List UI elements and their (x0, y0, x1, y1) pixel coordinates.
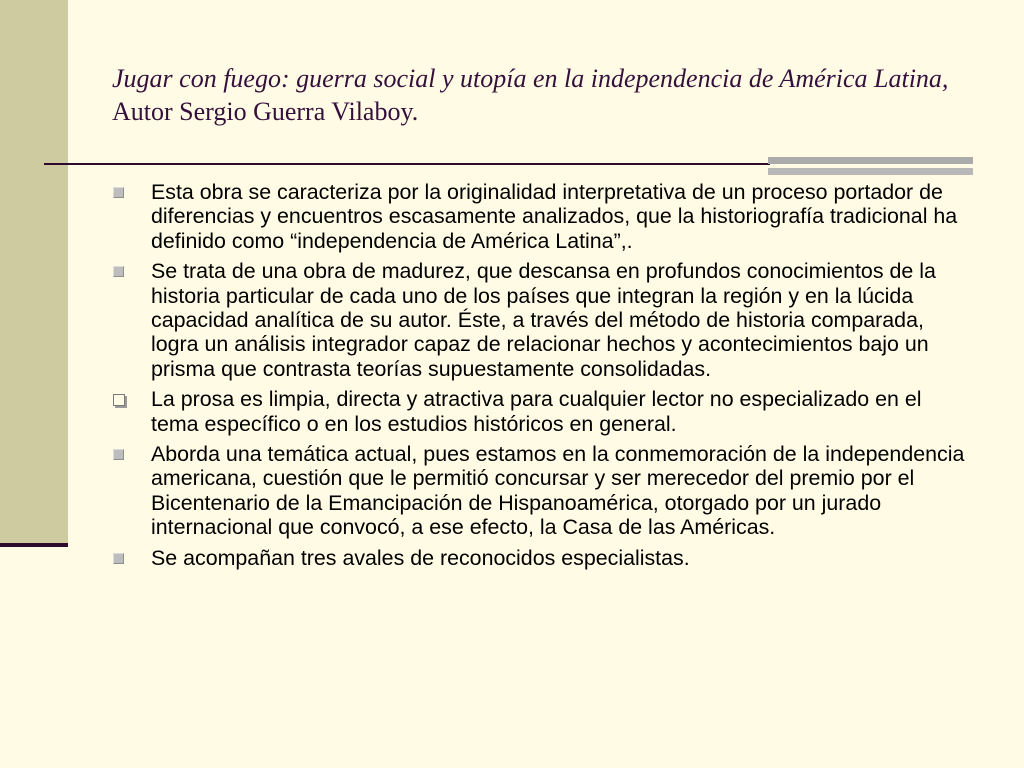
book-author: Autor Sergio Guerra Vilaboy. (112, 97, 419, 126)
bullet-item (110, 546, 972, 570)
bullet-item (110, 387, 972, 436)
bullet-text: Se acompañan tres avales de reconocidos especialistas. (151, 545, 690, 570)
book-title: Jugar con fuego: guerra social y utopía en la independencia de América Latina, (112, 64, 949, 93)
corner-decoration (768, 157, 973, 179)
slide-title (112, 62, 972, 128)
square-bullet-icon (113, 187, 124, 198)
bullet-item (110, 180, 972, 253)
square-bullet-icon (113, 553, 124, 564)
bullet-text: Esta obra se caracteriza por la originalidad interpretativa de un proceso portador de diferencias y encuentros escasamente analizados, que la historiografía tradicional ha definido como “independencia de América Latina”,. (151, 180, 958, 253)
bullet-item (110, 259, 972, 381)
bullet-text: La prosa es limpia, directa y atractiva para cualquier lector no especializado en el tema específico o en los estudios históricos en general. (151, 387, 922, 436)
corner-bar-bottom (768, 168, 973, 175)
bullet-text: Aborda una temática actual, pues estamos en la conmemoración de la independencia americana, cuestión que le permitió concursar y ser merecedor del premio por el Bicentenario de la Emancipación de Hispanoamérica, otorgado por un jurado internacional que convocó, a ese efecto, la Casa de las Américas. (151, 442, 965, 540)
title-divider (44, 163, 770, 165)
bullet-item (110, 442, 972, 540)
square-bullet-icon (113, 449, 124, 460)
side-band (0, 0, 68, 545)
slide-body (110, 180, 972, 576)
square-bullet-icon (113, 266, 124, 277)
corner-bar-top (768, 157, 973, 164)
bullet-list (110, 180, 972, 570)
side-rule (0, 543, 68, 547)
bullet-text: Se trata de una obra de madurez, que descansa en profundos conocimientos de la historia particular de cada uno de los países que integran la región y en la lúcida capacidad analítica de su autor. Éste, a través del método de historia comparada, logra un análisis integrador capaz de relacionar hechos y acontecimientos bajo un prisma que contrasta teorías supuestamente consolidadas. (151, 259, 936, 381)
checkbox-bullet-icon (113, 394, 125, 406)
